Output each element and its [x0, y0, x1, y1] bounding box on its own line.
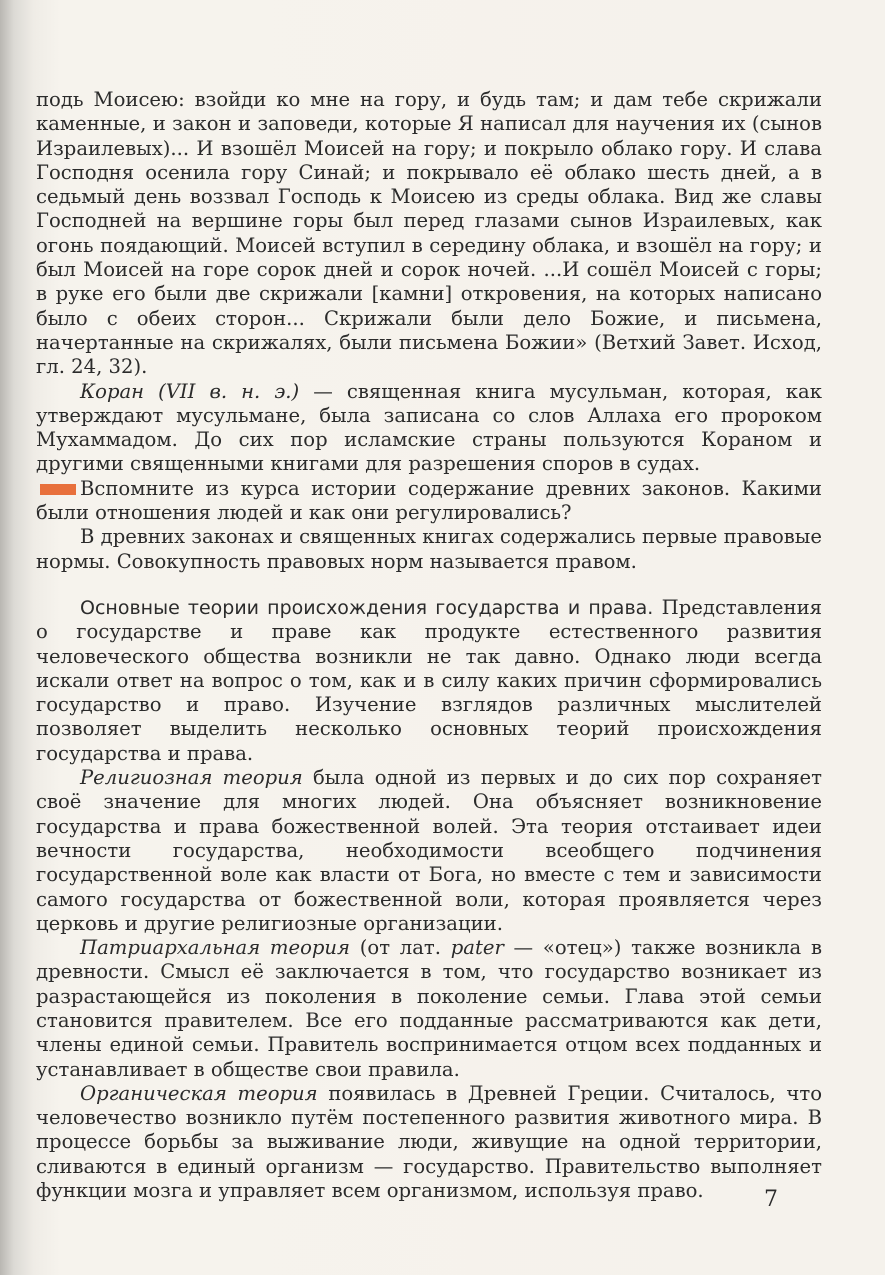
section-heading: Основные теории происхождения государства и права.: [80, 596, 654, 619]
patriarchal-theory-text-1: (от лат.: [350, 936, 451, 960]
section-intro-paragraph: [36, 596, 822, 766]
organic-theory-paragraph: [36, 1082, 822, 1203]
section-gap: [36, 574, 822, 596]
page-number: 7: [764, 1187, 778, 1212]
quote-continuation-paragraph: [36, 88, 822, 380]
law-definition-paragraph: [36, 525, 822, 574]
question-marker-icon: [40, 484, 76, 495]
religious-theory-text: была одной из первых и до сих пор сохраняет своё значение для многих людей. Она объясняет возникновение государства и права божественной волей. Эта теория отстаивает идеи вечности государства, необходимости всеобщего подчинения государственной воле как власти от Бога, но вместе с тем и зависимости самого государства от божественной воли, которая проявляется через церковь и другие религиозные организации.: [36, 766, 822, 935]
section-intro-text: Представления о государстве и праве как продукте естественного развития человеческого общества возникли не так давно. Однако люди всегда искали ответ на вопрос о том, как и в силу каких причин сформировались государство и право. Изучение взглядов различных мыслителей позволяет выделить несколько основных теорий происхождения государства и права.: [36, 595, 822, 765]
organic-theory-term: Органическая теория: [80, 1081, 318, 1105]
question-block: [36, 477, 822, 526]
patriarchal-theory-paragraph: [36, 936, 822, 1082]
patriarchal-theory-text-2: — «отец») также возникла в древности. Смысл её заключается в том, что государство возникает из разрастающейся из поколения в поколение семьи. Глава этой семьи становится правителем. Все его подданные рассматриваются как дети, члены единой семьи. Правитель воспринимается отцом всех подданных и устанавливает в обществе свои правила.: [36, 936, 822, 1081]
religious-theory-paragraph: [36, 766, 822, 936]
koran-paragraph: [36, 380, 822, 477]
question-text: Вспомните из курса истории содержание древних законов. Какими были отношения людей и как они регулировались?: [36, 476, 822, 525]
patriarchal-latin-word: pater: [450, 936, 504, 960]
law-definition-text: В древних законах и священных книгах содержались первые правовые нормы. Совокупность правовых норм называется правом.: [36, 525, 822, 573]
organic-theory-text: появилась в Древней Греции. Считалось, что человечество возникло путём постепенного развития животного мира. В процессе борьбы за выживание люди, живущие на одной территории, сливаются в единый организм — государство. Правительство выполняет функции мозга и управляет всем организмом, используя право.: [36, 1081, 822, 1203]
quote-continuation-text: подь Моисею: взойди ко мне на гору, и будь там; и дам тебе скрижали каменные, и закон и заповеди, которые Я написал для научения их (сынов Израилевых)... И взошёл Моисей на гору; и покрыло облако гору. И слава Господня осенила гору Синай; и покрывало её облако шесть дней, а в седьмый день воззвал Господь к Моисею из среды облака. Вид же славы Господней на вершине горы был перед глазами сынов Израилевых, как огонь поядающий. Моисей вступил в середину облака, и взошёл на гору; и был Моисей на горе сорок дней и сорок ночей. ...И сошёл Моисей с горы; в руке его были две скрижали [камни] откровения, на которых написано было с обеих сторон... Скрижали были дело Божие, и письмена, начертанные на скрижалях, были письмена Божии» (Ветхий Завет. Исход, гл. 24, 32).: [36, 88, 822, 379]
page-text-block: [36, 88, 822, 1203]
religious-theory-term: Религиозная теория: [80, 766, 303, 790]
patriarchal-theory-term: Патриархальная теория: [80, 936, 351, 960]
koran-term: Коран (VII в. н. э.): [80, 379, 300, 403]
koran-text: — священная книга мусульман, которая, как утверждают мусульмане, была записана со слов Аллаха его пророком Мухаммадом. До сих пор исламские страны пользуются Кораном и другими священными книгами для разрешения споров в судах.: [36, 379, 822, 476]
